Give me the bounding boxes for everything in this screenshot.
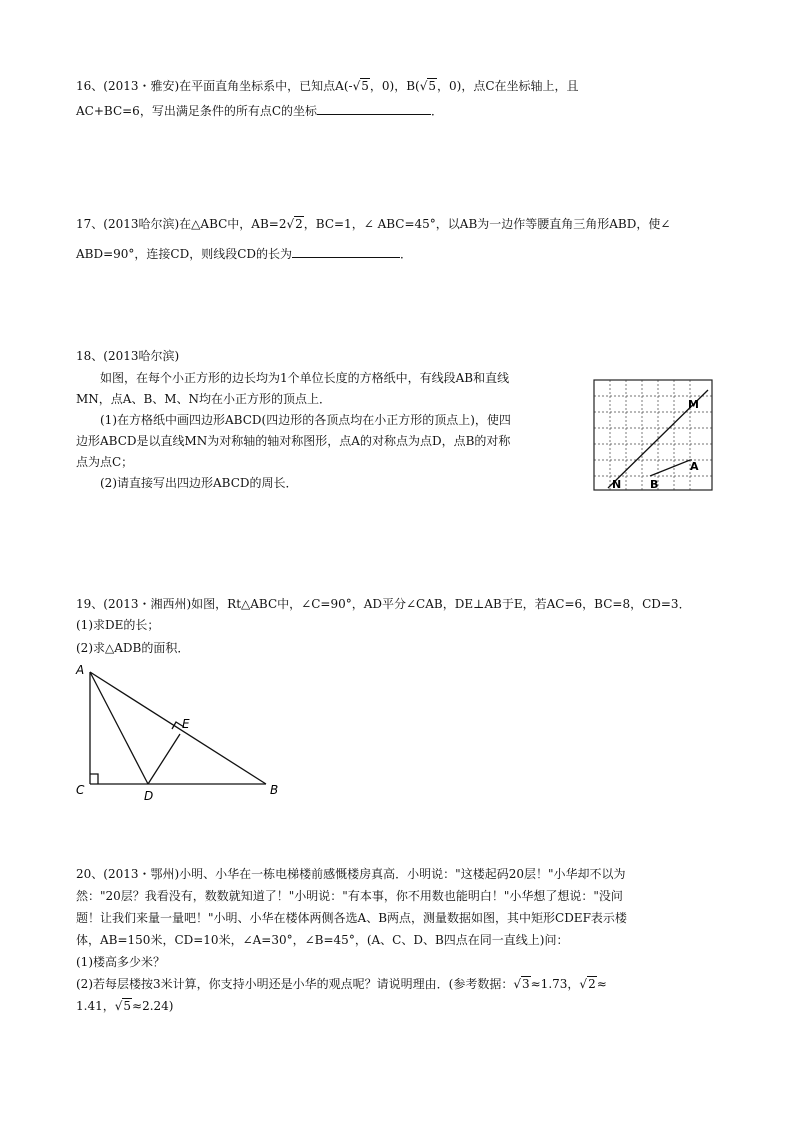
q20-line4: 体，AB=150米，CD=10米，∠A=30°，∠B=45°，(A、C、D、B四点在同一直线上)问： xyxy=(76,933,569,947)
label-n: N xyxy=(612,478,622,491)
q18-line2: MN，点A、B、M、N均在小正方形的顶点上． xyxy=(76,392,332,406)
grid-lines xyxy=(594,380,712,490)
q20-line7 xyxy=(76,998,174,1014)
sqrt-symbol: √5 xyxy=(352,79,369,93)
q20-radicand-2: 2 xyxy=(588,977,596,991)
q18-line6: (2)请直接写出四边形ABCD的周长． xyxy=(100,476,298,490)
q16-line1 xyxy=(76,78,579,94)
q20-text-b: ≈1.73， xyxy=(530,977,580,991)
q16-text-e: ． xyxy=(431,104,444,118)
q16-text-d: AC+BC=6，写出满足条件的所有点C的坐标 xyxy=(76,104,317,118)
q20-text-d: 1.41， xyxy=(76,999,115,1013)
label-d: D xyxy=(144,789,154,802)
grid-border xyxy=(594,380,712,490)
q16-text-c: ，0)，点C在坐标轴上，且 xyxy=(437,79,579,93)
q20-radicand-1: 3 xyxy=(521,977,530,991)
q20-line3: 题！让我们来量一量吧！"小明、小华在楼体两侧各选A、B两点，测量数据如图，其中矩形CDEF表示楼 xyxy=(76,911,627,925)
label-c: C xyxy=(76,783,85,797)
q16-text-b: ，0)，B( xyxy=(369,79,420,93)
q17-line2 xyxy=(76,245,412,262)
q20-line5: (1)楼高多少米？ xyxy=(76,955,165,969)
q20-text-e: ≈2.24) xyxy=(132,999,174,1013)
right-angle-c xyxy=(90,774,98,784)
q18-line4: 边形ABCD是以直线MN为对称轴的轴对称图形，点A的对称点为点D，点B的对称 xyxy=(76,434,511,448)
q18-line1: 如图，在每个小正方形的边长均为1个单位长度的方格纸中，有线段AB和直线 xyxy=(100,371,510,385)
q20-text-a: (2)若每层楼按3米计算，你支持小明还是小华的观点呢？请说明理由．(参考数据： xyxy=(76,977,514,991)
segment-ad xyxy=(90,672,148,784)
label-a: A xyxy=(76,663,85,677)
q20-line2: 然："20层？我看没有，数数就知道了！"小明说："有本事，你不用数也能明白！"小华想了想说："没问 xyxy=(76,889,623,903)
q16-answer-blank[interactable] xyxy=(317,102,431,115)
q17-coef: 2 xyxy=(278,217,287,231)
q20-text-c: ≈ xyxy=(596,977,607,991)
q16-radicand-2: 5 xyxy=(428,79,436,93)
q18-grid-figure xyxy=(590,376,716,494)
segment-ab xyxy=(650,460,692,476)
q18-title: 18、(2013哈尔滨) xyxy=(76,349,180,363)
segment-de xyxy=(148,734,180,784)
label-b: B xyxy=(270,783,279,797)
q16-radicand-1: 5 xyxy=(361,79,369,93)
q18-line3: (1)在方格纸中画四边形ABCD(四边形的各顶点均在小正方形的顶点上)，使四 xyxy=(100,413,511,427)
label-b: B xyxy=(650,478,659,491)
sqrt-symbol: √5 xyxy=(114,999,132,1013)
q17-text-a: 17、(2013哈尔滨)在△ABC中，AB= xyxy=(76,217,279,231)
q17-text-d: ． xyxy=(400,247,413,261)
label-e: E xyxy=(182,717,190,731)
q19-line3: (2)求△ADB的面积． xyxy=(76,641,190,655)
q20-line1: 20、(2013・鄂州)小明、小华在一栋电梯楼前感慨楼房真高．小明说："这楼起码20层！"小华却不以为 xyxy=(76,867,626,881)
q16-line2 xyxy=(76,102,443,119)
label-m: M xyxy=(688,398,699,411)
sqrt-symbol: √2 xyxy=(286,217,303,231)
sqrt-symbol: √5 xyxy=(419,79,436,93)
q16-text-a: 16、(2013・雅安)在平面直角坐标系中，已知点A(- xyxy=(76,79,353,93)
q17-answer-blank[interactable] xyxy=(292,245,400,258)
label-a: A xyxy=(690,460,699,473)
q19-line1: 19、(2013・湘西州)如图，Rt△ABC中，∠C=90°，AD平分∠CAB，DE⊥AB于E，若AC=6，BC=8，CD=3． xyxy=(76,597,691,611)
q19-line2: (1)求DE的长； xyxy=(76,618,160,632)
q20-line6 xyxy=(76,976,607,992)
q20-radicand-3: 5 xyxy=(123,999,132,1013)
q18-line5: 点为点C； xyxy=(76,455,134,469)
q17-line1 xyxy=(76,216,670,232)
q19-triangle-figure xyxy=(70,660,290,802)
sqrt-symbol: √3 xyxy=(513,977,530,991)
q17-text-c: ABD=90°，连接CD，则线段CD的长为 xyxy=(76,247,293,261)
q17-text-b: ，BC=1，∠ ABC=45°，以AB为一边作等腰直角三角形ABD，使∠ xyxy=(303,217,671,231)
sqrt-symbol: √2 xyxy=(579,977,596,991)
side-ab xyxy=(90,672,266,784)
q17-radicand: 2 xyxy=(295,217,303,231)
